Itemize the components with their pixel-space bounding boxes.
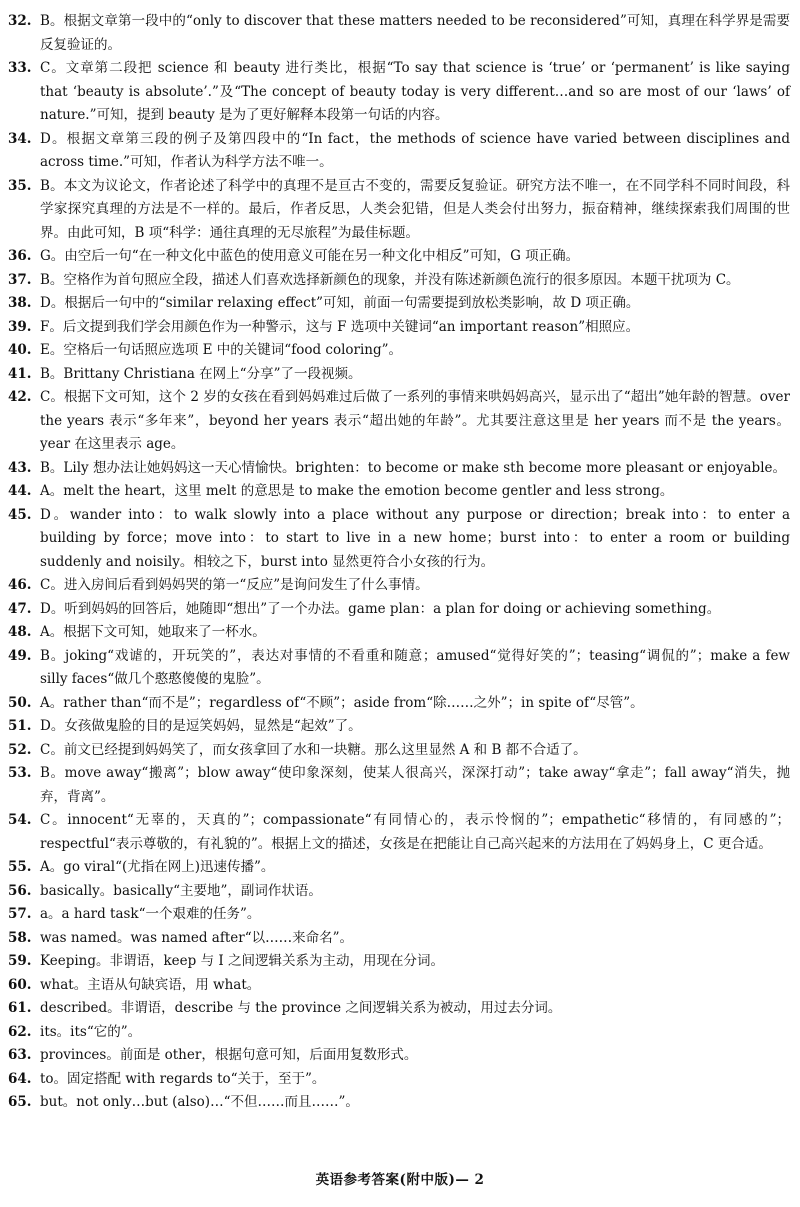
answer-item (8, 927, 790, 951)
answer-explanation: B。move away“搬离”；blow away“使印象深刻，使某人很高兴，深深打动”；take away“拿走”；fall away“消失，抛弃，背离”。 (40, 765, 790, 805)
answer-explanation: C。innocent“无辜的，天真的”；compassionate“有同情心的，表示怜悯的”；empathetic“移情的，有同感的”；respectful“表示尊敬的，有礼貌的”。根据上文的描述，女孩是在把能让自己高兴起来的方法用在了妈妈身上，C 更合适。 (40, 812, 790, 852)
answer-item (8, 856, 790, 880)
answer-item (8, 997, 790, 1021)
question-number: 59. (8, 953, 32, 969)
answer-explanation: G。由空后一句“在一种文化中蓝色的使用意义可能在另一种文化中相反”可知，G 项正确。 (40, 248, 580, 264)
answer-item (8, 1021, 790, 1045)
answer-explanation: A。根据下文可知，她取来了一杯水。 (40, 624, 266, 640)
answer-item (8, 245, 790, 269)
question-number: 61. (8, 1000, 32, 1016)
question-number: 43. (8, 459, 32, 476)
answer-explanation: D。听到妈妈的回答后，她随即“想出”了一个办法。game plan：a plan for doing or achieving something。 (40, 600, 721, 617)
answer-explanation: B。Lily 想办法让她妈妈这一天心情愉快。brighten：to become or make sth become more pleasant or enjoyable。 (40, 459, 787, 476)
answer-item (8, 621, 790, 645)
answer-explanation: B。根据文章第一段中的“only to discover that these matters needed to be reconsidered”可知，真理在科学界是需要反复验证的。 (40, 13, 790, 53)
answer-explanation: its。its“它的”。 (40, 1023, 142, 1040)
answer-item (8, 1068, 790, 1092)
question-number: 46. (8, 577, 32, 593)
answer-item (8, 974, 790, 998)
answer-explanation: C。前文已经提到妈妈笑了，而女孩拿回了水和一块糖。那么这里显然 A 和 B 都不合适了。 (40, 741, 587, 758)
question-number: 48. (8, 624, 32, 640)
answer-explanation: D。根据后一句中的“similar relaxing effect”可知，前面一句需要提到放松类影响，故 D 项正确。 (40, 295, 640, 311)
answer-item (8, 339, 790, 363)
answer-item (8, 739, 790, 763)
answer-explanation: A。melt the heart，这里 melt 的意思是 to make the emotion become gentler and less strong。 (40, 483, 674, 499)
answer-item (8, 128, 790, 175)
answer-explanation: B。joking“戏谑的，开玩笑的”，表达对事情的不看重和随意；amused“觉得好笑的”；teasing“调侃的”；make a few silly faces“做几个憨憨傻傻的鬼脸”。 (40, 647, 790, 687)
question-number: 42. (8, 389, 32, 405)
answer-item (8, 1044, 790, 1068)
question-number: 58. (8, 929, 32, 946)
answer-item (8, 715, 790, 739)
answer-explanation: F。后文提到我们学会用颜色作为一种警示，这与 F 选项中关键词“an important reason”相照应。 (40, 318, 640, 335)
answer-explanation: A。go viral“(尤指在网上)迅速传播”。 (40, 859, 275, 875)
answer-item (8, 363, 790, 387)
answer-item (8, 1091, 790, 1115)
question-number: 53. (8, 765, 32, 781)
question-number: 49. (8, 647, 32, 664)
answer-item (8, 457, 790, 481)
question-number: 52. (8, 741, 32, 758)
answer-explanation: B。空格作为首句照应全段，描述人们喜欢选择新颜色的现象，并没有陈述新颜色流行的很多原因。本题干扰项为 C。 (40, 271, 740, 288)
answer-explanation: D。wander into：to walk slowly into a place without any purpose or direction；break into：to enter a building by force；move into：to start to live in a new home；burst into：to enter a room or building suddenly and noisily。相较之下，burst into 显然更符合小女孩的行为。 (40, 506, 790, 570)
answer-item (8, 809, 790, 856)
answer-explanation: D。女孩做鬼脸的目的是逗笑妈妈，显然是“起效”了。 (40, 718, 362, 734)
question-number: 56. (8, 882, 32, 899)
answer-explanation: described。非谓语，describe 与 the province 之间逻辑关系为被动，用过去分词。 (40, 1000, 562, 1016)
question-number: 62. (8, 1023, 32, 1040)
question-number: 34. (8, 130, 32, 147)
answer-explanation: A。rather than“而不是”；regardless of“不顾”；aside from“除……之外”；in spite of“尽管”。 (40, 694, 644, 711)
question-number: 54. (8, 812, 32, 828)
answer-item (8, 574, 790, 598)
answer-explanation: basically。basically“主要地”，副词作状语。 (40, 882, 322, 899)
answer-item (8, 269, 790, 293)
answer-explanation: Keeping。非谓语，keep 与 I 之间逻辑关系为主动，用现在分词。 (40, 953, 445, 969)
answer-explanation: C。进入房间后看到妈妈哭的第一“反应”是询问发生了什么事情。 (40, 577, 429, 593)
answer-item (8, 480, 790, 504)
answer-item (8, 292, 790, 316)
question-number: 37. (8, 271, 32, 288)
question-number: 38. (8, 295, 32, 311)
answer-explanation: B。本文为议论文，作者论述了科学中的真理不是亘古不变的，需要反复验证。研究方法不唯一，在不同学科不同时间段，科学家探究真理的方法是不一样的。最后，作者反思，人类会犯错，但是人类会付出努力，振奋精神，继续探索我们周围的世界。由此可知，B 项“科学：通往真理的无尽旅程”为最佳标题。 (40, 177, 790, 241)
question-number: 40. (8, 342, 32, 358)
answer-explanation: B。Brittany Christiana 在网上“分享”了一段视频。 (40, 365, 362, 382)
answer-explanation: C。文章第二段把 science 和 beauty 进行类比，根据“To say that science is ‘true’ or ‘permanent’ is like saying that ‘beauty is absolute’.”及“The concept of beauty today is very different…and so are most of our ‘laws’ of nature.”可知，提到 beauty 是为了更好解释本段第一句话的内容。 (40, 60, 790, 123)
answer-item (8, 10, 790, 57)
question-number: 57. (8, 906, 32, 922)
answer-explanation: E。空格后一句话照应选项 E 中的关键词“food coloring”。 (40, 342, 403, 358)
question-number: 44. (8, 483, 32, 499)
question-number: 50. (8, 694, 32, 711)
question-number: 32. (8, 13, 32, 29)
answer-item (8, 692, 790, 716)
question-number: 39. (8, 318, 32, 335)
question-number: 45. (8, 506, 32, 523)
question-number: 60. (8, 976, 32, 993)
question-number: 64. (8, 1070, 32, 1087)
question-number: 36. (8, 248, 32, 264)
answer-explanation: to。固定搭配 with regards to“关于，至于”。 (40, 1070, 326, 1087)
answer-explanation: but。not only…but (also)…“不但……而且……”。 (40, 1094, 359, 1110)
answer-item (8, 57, 790, 128)
answer-explanation: D。根据文章第三段的例子及第四段中的“In fact，the methods of science have varied between disciplines and across time.”可知，作者认为科学方法不唯一。 (40, 130, 790, 170)
answer-explanation: provinces。前面是 other，根据句意可知，后面用复数形式。 (40, 1047, 418, 1063)
answer-item (8, 598, 790, 622)
question-number: 63. (8, 1047, 32, 1063)
answer-item (8, 386, 790, 457)
question-number: 65. (8, 1094, 32, 1110)
answer-item (8, 762, 790, 809)
question-number: 41. (8, 365, 32, 382)
answer-explanation: was named。was named after“以……来命名”。 (40, 929, 354, 946)
question-number: 33. (8, 60, 32, 76)
answer-list (8, 10, 790, 1115)
question-number: 35. (8, 177, 32, 194)
question-number: 51. (8, 718, 32, 734)
answer-explanation: a。a hard task“一个艰难的任务”。 (40, 906, 261, 922)
page-footer: 英语参考答案(附中版)— 2 (315, 1172, 485, 1188)
question-number: 47. (8, 600, 32, 617)
answer-item (8, 880, 790, 904)
answer-item (8, 316, 790, 340)
answer-explanation: what。主语从句缺宾语，用 what。 (40, 976, 261, 993)
question-number: 55. (8, 859, 32, 875)
answer-item (8, 645, 790, 692)
answer-item (8, 504, 790, 575)
answer-item (8, 950, 790, 974)
answer-explanation: C。根据下文可知，这个 2 岁的女孩在看到妈妈难过后做了一系列的事情来哄妈妈高兴，显示出了“超出”她年龄的智慧。over the years 表示“多年来”，beyond her years 表示“超出她的年龄”。尤其要注意这里是 her years 而不是 the years。year 在这里表示 age。 (40, 389, 790, 452)
answer-item (8, 903, 790, 927)
answer-item (8, 175, 790, 246)
